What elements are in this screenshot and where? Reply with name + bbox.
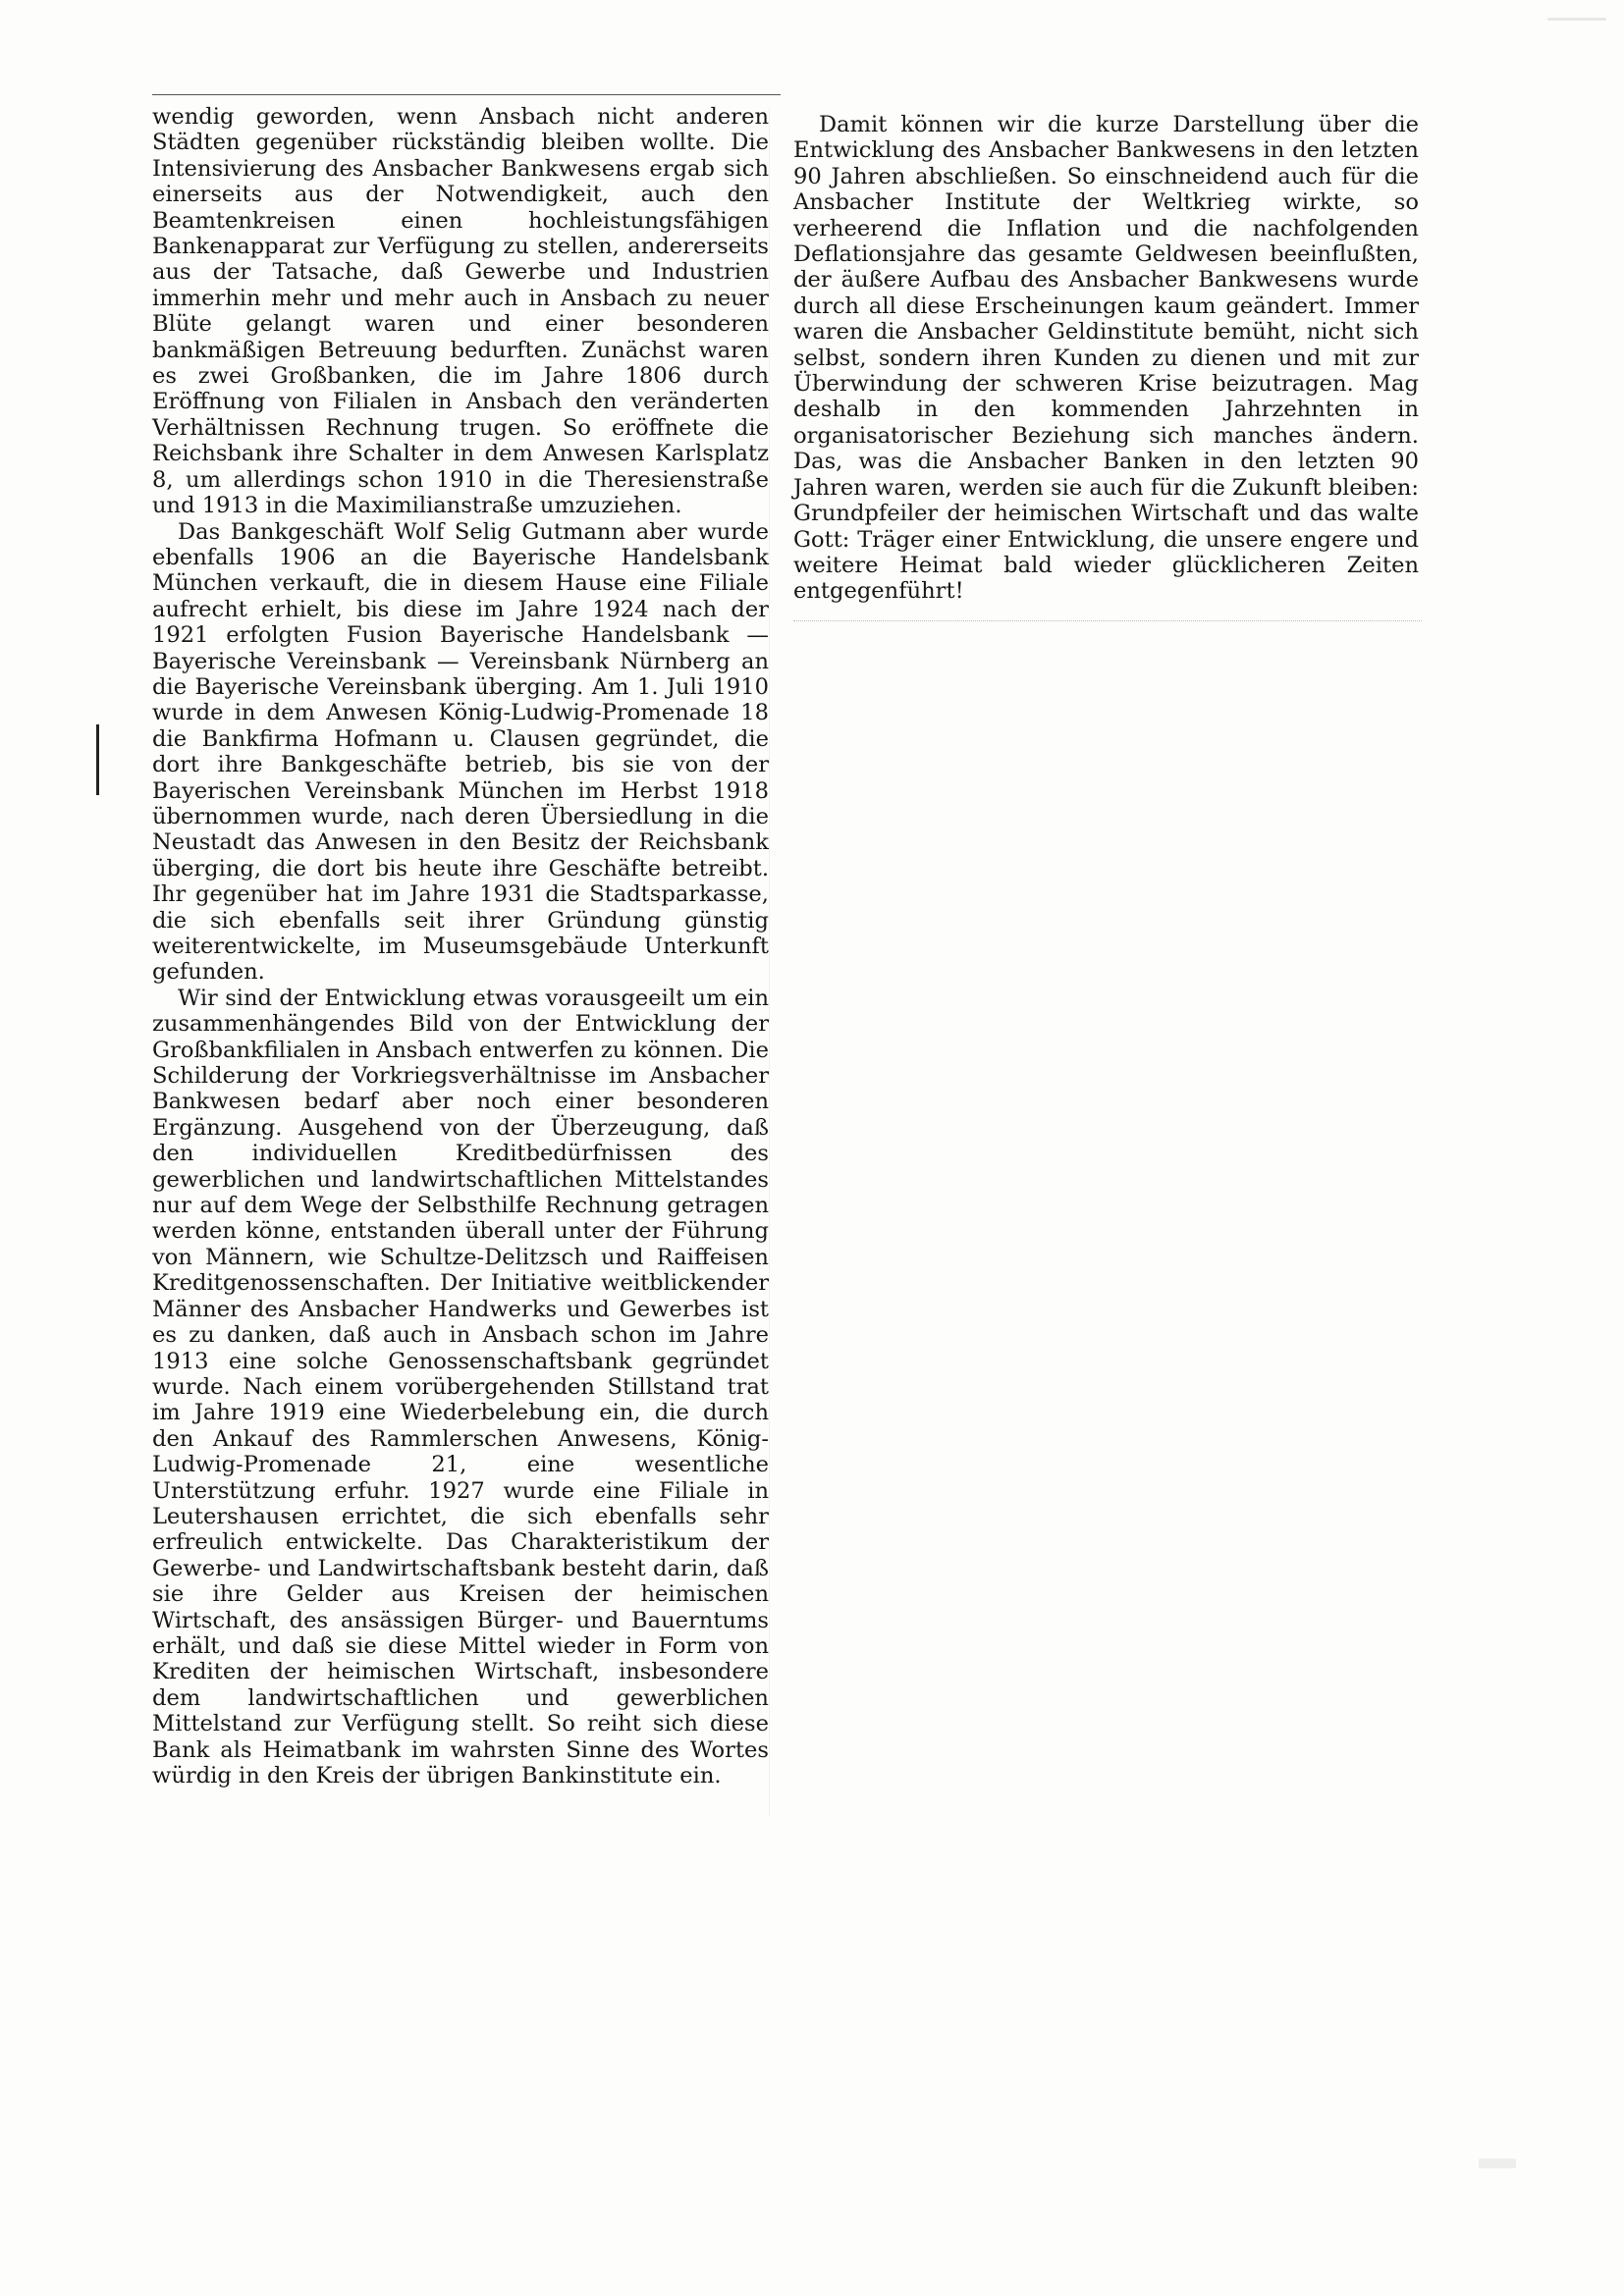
left-text-column <box>152 104 769 1789</box>
paragraph: Das Bankgeschäft Wolf Selig Gutmann aber wurde ebenfalls 1906 an die Bayerische Handelsbank München verkauft, die in diesem Hause eine Filiale aufrecht erhielt, bis diese im Jahre 1924 nach der 1921 erfolgten Fusion Bayerische Handelsbank — Bayerische Vereinsbank — Vereinsbank Nürnberg an die Bayerische Vereinsbank überging. Am 1. Juli 1910 wurde in dem Anwesen König-Ludwig-Promenade 18 die Bankfirma Hofmann u. Clausen gegründet, die dort ihre Bankgeschäfte betrieb, bis sie von der Bayerischen Vereinsbank München im Herbst 1918 übernommen wurde, nach deren Übersiedlung in die Neustadt das Anwesen in den Besitz der Reichsbank überging, die dort bis heute ihre Geschäfte betreibt. Ihr gegenüber hat im Jahre 1931 die Stadtsparkasse, die sich ebenfalls seit ihrer Gründung günstig weiterentwickelte, im Museumsgebäude Unterkunft gefunden. <box>152 518 769 986</box>
scan-artifact <box>1547 18 1606 21</box>
scan-artifact <box>1479 2159 1516 2168</box>
margin-pencil-mark <box>96 724 99 795</box>
paragraph: wendig geworden, wenn Ansbach nicht anderen Städten gegenüber rückständig bleiben wollte. Die Intensivierung des Ansbacher Bankwesens ergab sich einerseits aus der Notwendigkeit, auch den Beamtenkreisen einen hochleistungsfähigen Bankenapparat zur Verfügung zu stellen, andererseits aus der Tatsache, daß Gewerbe und Industrien immerhin mehr und mehr auch in Ansbach zu neuer Blüte gelangt waren und einer besonderen bankmäßigen Betreuung bedurften. Zunächst waren es zwei Großbanken, die im Jahre 1806 durch Eröffnung von Filialen in Ansbach den veränderten Verhältnissen Rechnung trugen. So eröffnete die Reichsbank ihre Schalter in dem Anwesen Karlsplatz 8, um allerdings schon 1910 in die Theresienstraße und 1913 in die Maximilianstraße umzuziehen. <box>152 104 769 519</box>
paragraph: Wir sind der Entwicklung etwas vorausgeeilt um ein zusammenhängendes Bild von der Entwicklung der Großbankfilialen in Ansbach entwerfen zu können. Die Schilderung der Vorkriegsverhältnisse im Ansbacher Bankwesen bedarf aber noch einer besonderen Ergänzung. Ausgehend von der Überzeugung, daß den individuellen Kreditbedürfnissen des gewerblichen und landwirtschaftlichen Mittelstandes nur auf dem Wege der Selbsthilfe Rechnung getragen werden könne, entstanden überall unter der Führung von Männern, wie Schultze-Delitzsch und Raiffeisen Kreditgenossenschaften. Der Initiative weitblickender Männer des Ansbacher Handwerks und Gewerbes ist es zu danken, daß auch in Ansbach schon im Jahre 1913 eine solche Genossenschaftsbank gegründet wurde. Nach einem vorübergehenden Stillstand trat im Jahre 1919 eine Wiederbelebung ein, die durch den Ankauf des Rammlerschen Anwesens, König-Ludwig-Promenade 21, eine wesentliche Unterstützung erfuhr. 1927 wurde eine Filiale in Leutershausen errichtet, die sich ebenfalls sehr erfreulich entwickelte. Das Charakteristikum der Gewerbe- und Landwirtschaftsbank besteht darin, daß sie ihre Gelder aus Kreisen der heimischen Wirtschaft, des ansässigen Bürger- und Bauerntums erhält, und daß sie diese Mittel wieder in Form von Krediten der heimischen Wirtschaft, insbesondere dem landwirtschaftlichen und gewerblichen Mittelstand zur Verfügung stellt. So reiht sich diese Bank als Heimatbank im wahrsten Sinne des Wortes würdig in den Kreis der übrigen Bankinstitute ein. <box>152 985 769 1789</box>
paragraph: Damit können wir die kurze Darstellung über die Entwicklung des Ansbacher Bankwesens in den letzten 90 Jahren abschließen. So einschneidend auch für die Ansbacher Institute der Weltkrieg wirkte, so verheerend die Inflation und die nachfolgenden Deflationsjahre das gesamte Geldwesen beeinflußten, der äußere Aufbau des Ansbacher Bankwesens wurde durch all diese Erscheinungen kaum geändert. Immer waren die Ansbacher Geldinstitute bemüht, nicht sich selbst, sondern ihren Kunden zu dienen und mit zur Überwindung der schweren Krise beizutragen. Mag deshalb in den kommenden Jahrzehnten in organisatorischer Beziehung sich manches ändern. Das, was die Ansbacher Banken in den letzten 90 Jahren waren, werden sie auch für die Zukunft bleiben: Grundpfeiler der heimischen Wirtschaft und das walte Gott: Träger einer Entwicklung, die unsere engere und weitere Heimat bald wieder glücklicheren Zeiten entgegenführt! <box>793 112 1419 605</box>
right-text-column <box>793 112 1419 605</box>
column-gutter-shadow <box>769 108 770 1816</box>
top-rule <box>152 94 781 95</box>
section-end-rule <box>793 620 1422 621</box>
